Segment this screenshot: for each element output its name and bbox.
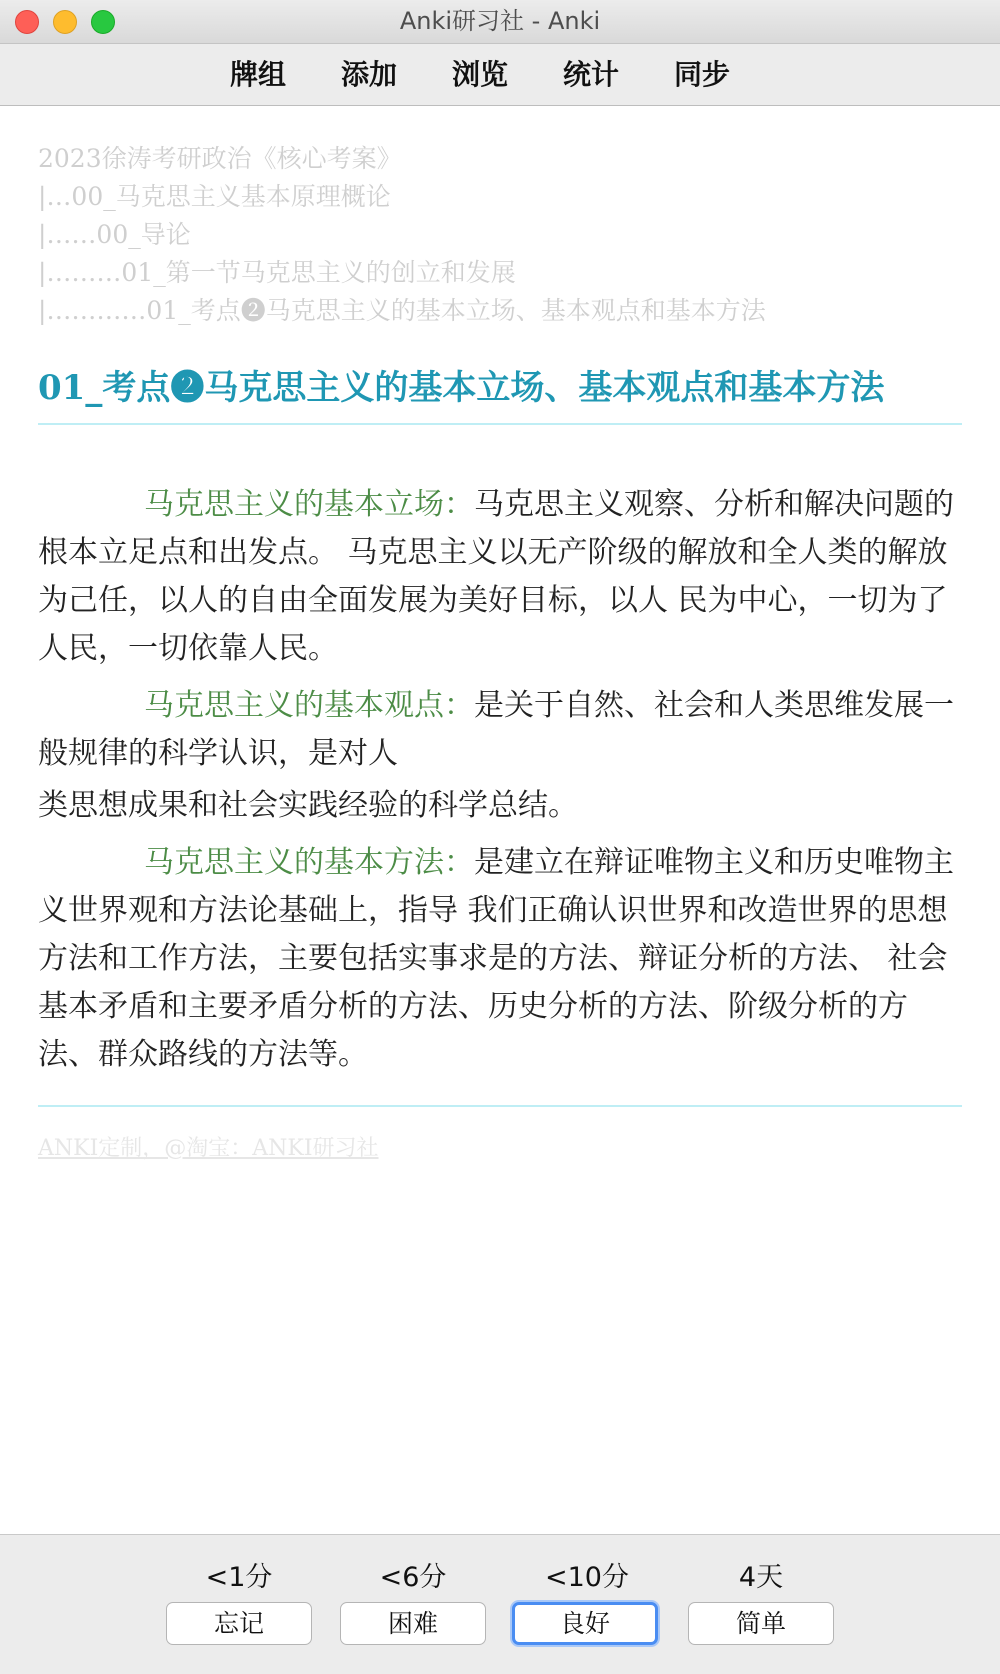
card-paragraph [38,481,962,673]
paragraph-text: 马克思主义观察、分析和解决问题的根本立足点和出发点。 马克思主义以无产阶级的解放和全人类的解放为己任，以人的自由全面发展为美好目标，以人 民为中心，一切为了人民，一切依靠人民。 [38,487,954,666]
paragraph-text: 是关于自然、社会和人类思维发展一般规律的科学认识，是对人 [38,688,954,771]
card-paragraph-continuation: 类思想成果和社会实践经验的科学总结。 [38,788,578,823]
good-button[interactable]: 良好 [512,1602,658,1645]
easy-button[interactable]: 简单 [688,1602,834,1645]
card-footer-note[interactable]: ANKI定制，@淘宝：ANKI研习社 [38,1136,379,1161]
again-button[interactable]: 忘记 [166,1602,312,1645]
breadcrumb-level: 2023徐涛考研政治《核心考案》 [38,144,402,173]
toolbar-sync-button[interactable]: 同步 [674,58,731,91]
interval-easy: 4天 [738,1562,784,1593]
breadcrumb-level: |………01_第一节马克思主义的创立和发展 [38,258,516,287]
toolbar-browse-button[interactable]: 浏览 [452,58,509,91]
toolbar-decks-button[interactable]: 牌组 [230,58,287,91]
breadcrumb-level: |…00_马克思主义基本原理概论 [38,182,391,211]
card-paragraph [38,682,962,778]
key-phrase: 马克思主义的基本立场： [144,487,474,522]
toolbar-stats-button[interactable]: 统计 [563,58,620,91]
card-content [38,140,962,1162]
card-paragraph [38,839,962,1079]
interval-hard: <6分 [379,1562,447,1593]
toolbar-add-button[interactable]: 添加 [341,58,398,91]
interval-good: <10分 [545,1562,629,1593]
interval-again: <1分 [205,1562,273,1593]
breadcrumb-level: |……00_导论 [38,220,191,249]
title-bar [0,0,1000,44]
card-title: 01_考点❷马克思主义的基本立场、基本观点和基本方法 [38,360,962,425]
main-toolbar [0,44,1000,106]
answer-bar [0,1534,1000,1674]
deck-breadcrumb [38,140,962,330]
key-phrase: 马克思主义的基本方法： [144,845,474,880]
footer-divider [38,1105,962,1107]
breadcrumb-level: |…………01_考点❷马克思主义的基本立场、基本观点和基本方法 [38,296,766,325]
window-title: Anki研习社 - Anki [399,7,601,35]
key-phrase: 马克思主义的基本观点： [144,688,474,723]
card-body [38,481,962,1079]
hard-button[interactable]: 困难 [340,1602,486,1645]
paragraph-text: 是建立在辩证唯物主义和历史唯物主义世界观和方法论基础上，指导 我们正确认识世界和改造世界的思想方法和工作方法，主要包括实事求是的方法、辩证分析的方法、 社会基本矛盾和主要矛盾分析的方法、历史分析的方法、阶级分析的方法、群众路线的方法等。 [38,845,954,1072]
